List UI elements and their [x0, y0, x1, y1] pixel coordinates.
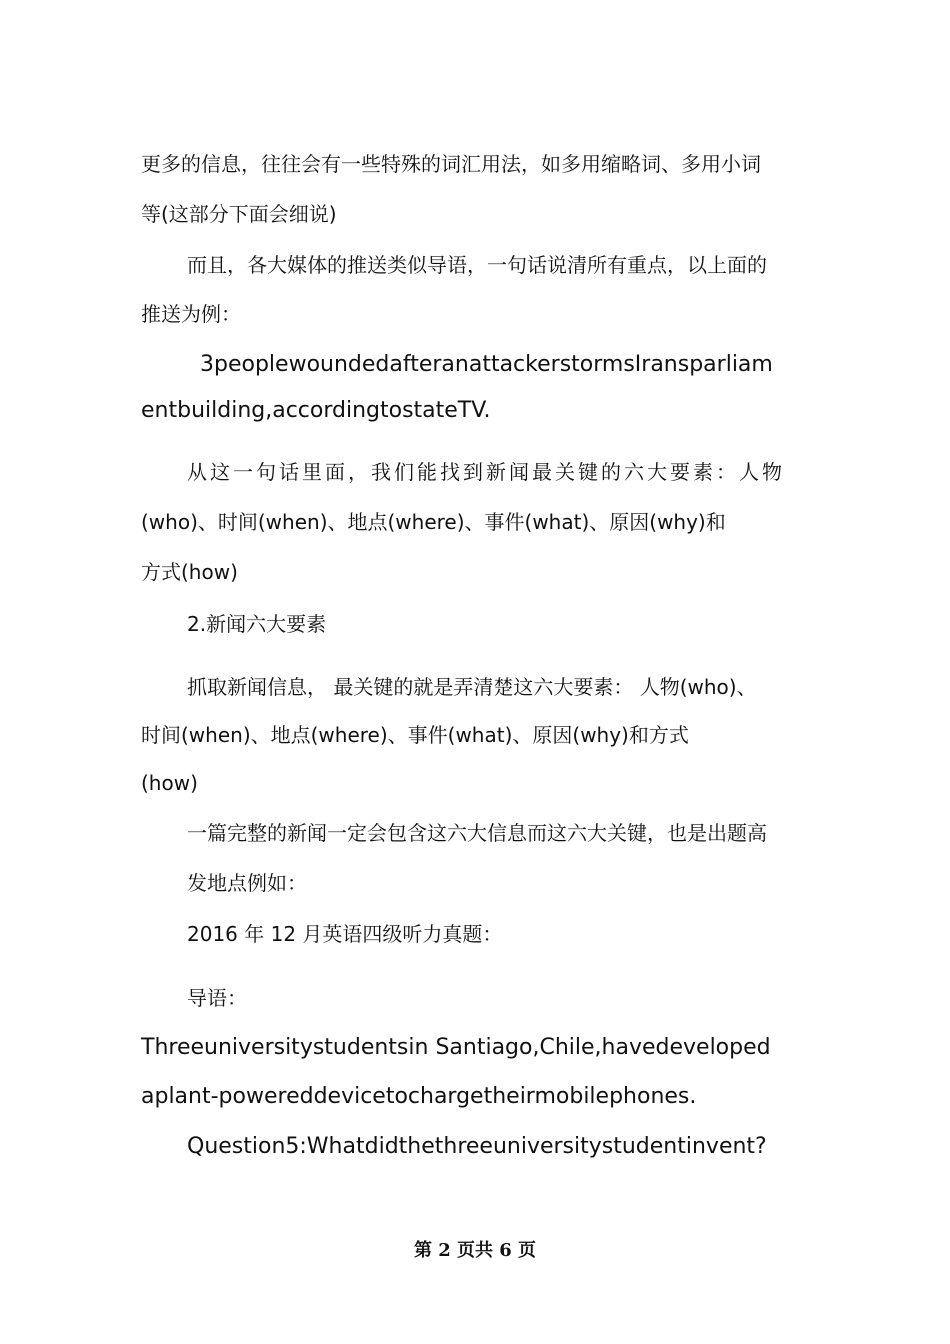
paragraph-line: 导语： [187, 986, 247, 1010]
paragraph-line: (how) [141, 771, 198, 795]
paragraph-line: 更多的信息，往往会有一些特殊的词汇用法，如多用缩略词、多用小词 [141, 152, 761, 176]
paragraph-line: 推送为例： [141, 302, 241, 326]
paragraph-line: 方式(how) [141, 560, 238, 584]
paragraph-line: (who)、时间(when)、地点(where)、事件(what)、原因(why)和 [141, 510, 726, 534]
paragraph-line: 一篇完整的新闻一定会包含这六大信息而这六大关键，也是出题高 [187, 821, 767, 845]
paragraph-line: 发地点例如： [187, 871, 307, 895]
paragraph-line: entbuilding,accordingtostateTV. [141, 398, 491, 423]
page-footer: 第 2 页共 6 页 [413, 1240, 537, 1261]
paragraph-line: 时间(when)、地点(where)、事件(what)、原因(why)和方式 [141, 723, 689, 747]
paragraph-line: 3peoplewoundedafteranattackerstormsIransparliam [200, 352, 773, 377]
paragraph-line: 从这一句话里面，我们能找到新闻最关键的六大要素：人物 [187, 460, 785, 484]
paragraph-line: 等(这部分下面会细说) [141, 202, 337, 226]
section-heading: 2.新闻六大要素 [187, 612, 327, 636]
paragraph-line: aplant-powereddevicetochargetheirmobilephones. [141, 1084, 697, 1109]
paragraph-line: 抓取新闻信息， 最关键的就是弄清楚这六大要素： 人物(who)、 [187, 675, 757, 699]
paragraph-line: Threeuniversitystudentsin Santiago,Chile,havedeveloped [141, 1035, 771, 1060]
paragraph-line: Question5:Whatdidthethreeuniversitystudentinvent? [187, 1134, 767, 1159]
paragraph-line: 2016 年 12 月英语四级听力真题： [187, 922, 503, 946]
paragraph-line: 而且，各大媒体的推送类似导语，一句话说清所有重点，以上面的 [187, 253, 767, 277]
